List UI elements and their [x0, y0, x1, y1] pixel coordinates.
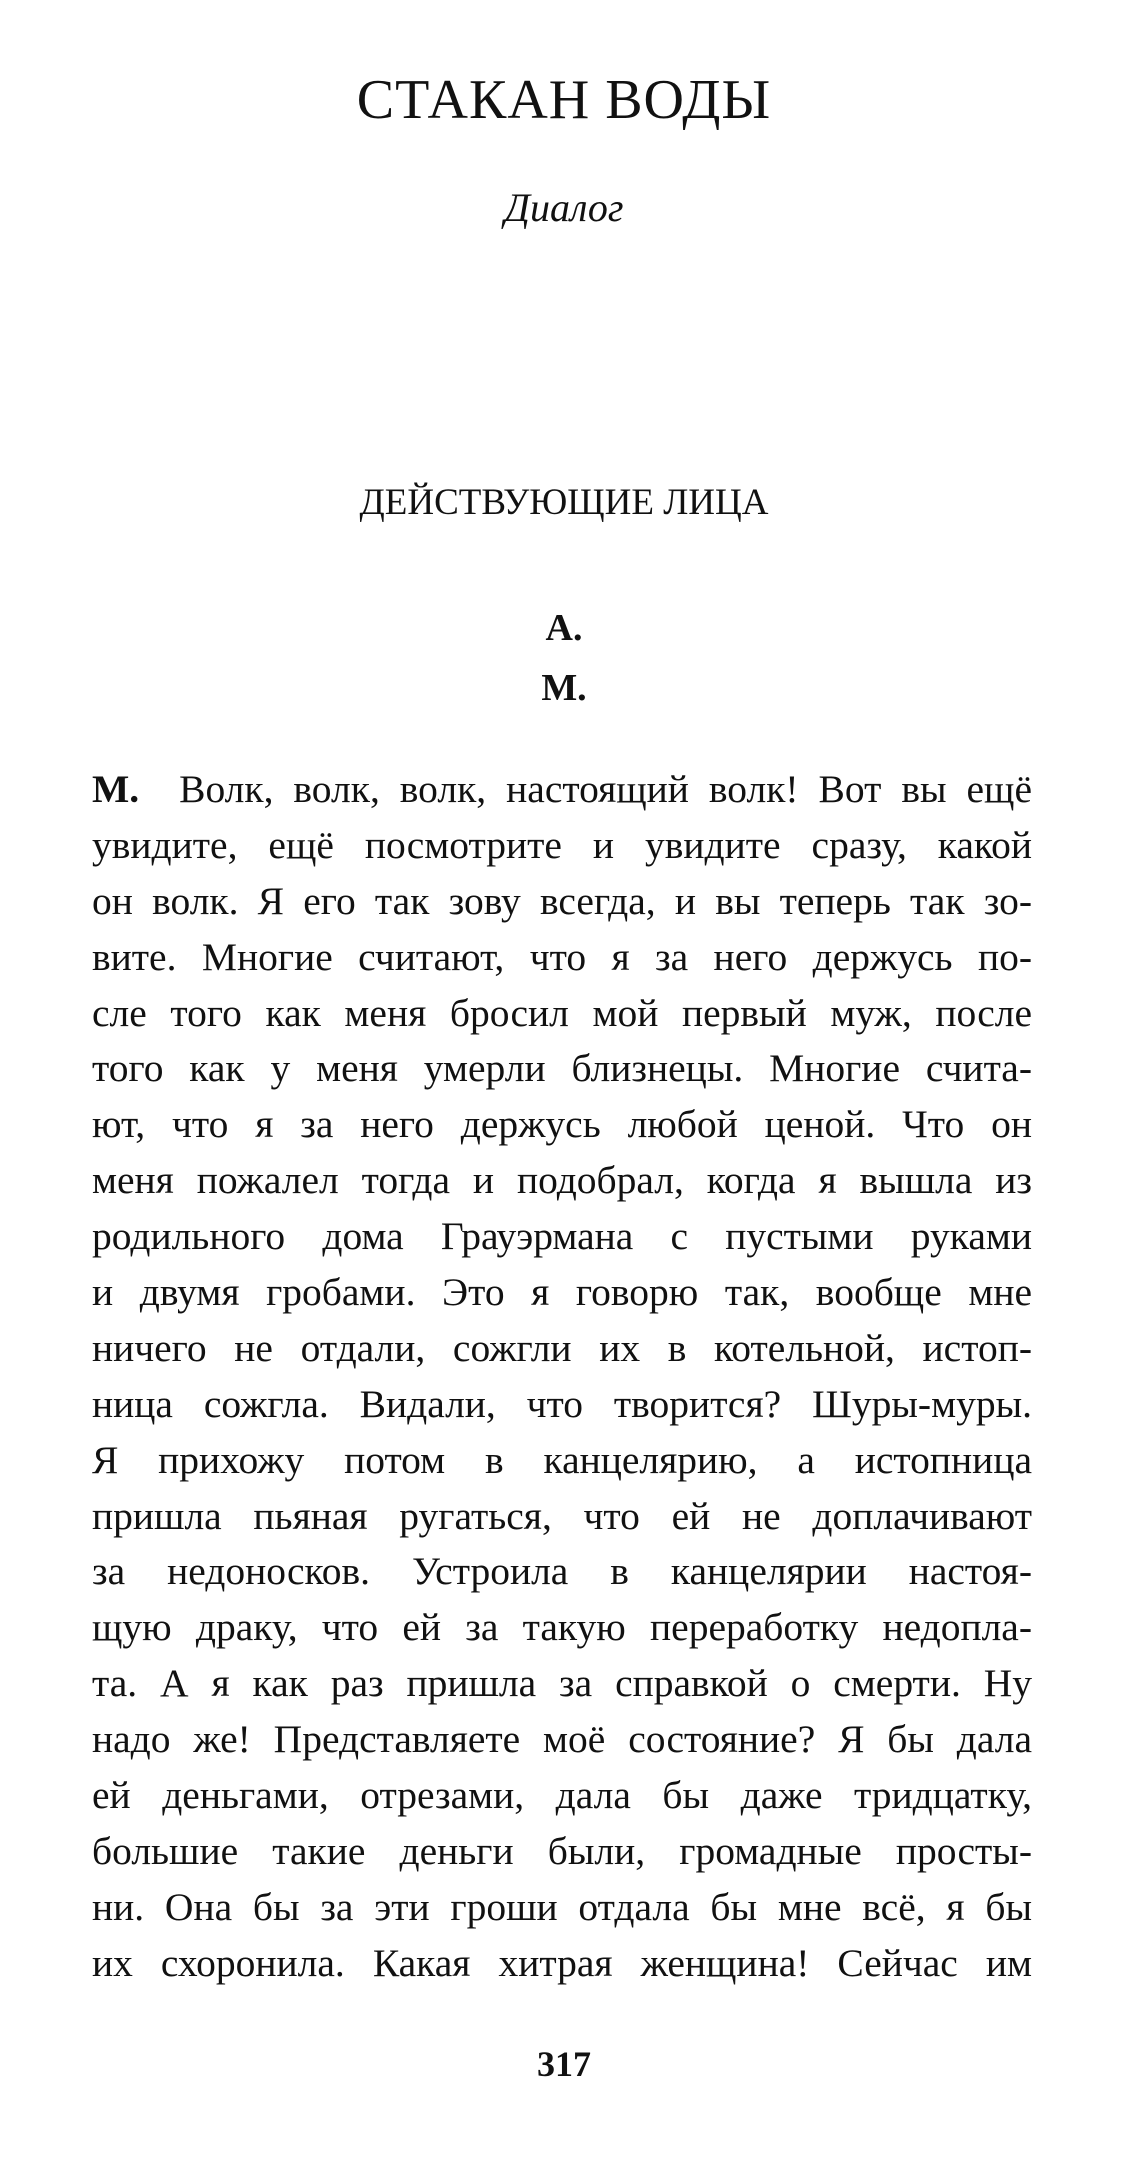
dialogue-paragraph — [92, 762, 1032, 1992]
speaker-label: М. — [92, 767, 140, 811]
text-line — [92, 762, 1032, 818]
text-line: та. А я как раз пришла за справкой о смерти. Ну — [92, 1661, 1032, 1706]
text-line: и двумя гробами. Это я говорю так, вообще мне — [92, 1270, 1032, 1315]
play-subtitle: Диалог — [504, 185, 624, 230]
cast-character: А. — [545, 607, 583, 649]
text-line: родильного дома Грауэрмана с пустыми руками — [92, 1214, 1032, 1259]
cast-character: М. — [541, 667, 587, 709]
cast-list — [0, 598, 1128, 718]
text-line-content: Волк, волк, волк, настоящий волк! Вот вы ещё — [179, 767, 1032, 811]
text-line: меня пожалел тогда и подобрал, когда я вышла из — [92, 1158, 1032, 1203]
text-line: ничего не отдали, сожгли их в котельной, истоп- — [92, 1325, 1032, 1370]
page-number: 317 — [537, 2044, 591, 2084]
play-title: СТАКАН ВОДЫ — [356, 69, 772, 131]
text-line: Я прихожу потом в канцелярию, а истопница — [92, 1437, 1032, 1482]
cast-heading: ДЕЙСТВУЮЩИЕ ЛИЦА — [359, 482, 769, 523]
text-line: ница сожгла. Видали, что творится? Шуры-муры. — [92, 1381, 1032, 1426]
text-line: их схоронила. Какая хитрая женщина! Сейчас им — [92, 1940, 1032, 1985]
text-line: ют, что я за него держусь любой ценой. Что он — [92, 1102, 1032, 1147]
text-line: ей деньгами, отрезами, дала бы даже тридцатку, — [92, 1773, 1032, 1818]
text-line: надо же! Представляете моё состояние? Я бы дала — [92, 1717, 1032, 1762]
text-line: увидите, ещё посмотрите и увидите сразу, какой — [92, 822, 1032, 867]
text-line: вите. Многие считают, что я за него держусь по- — [92, 934, 1032, 979]
text-line: пришла пьяная ругаться, что ей не доплачивают — [92, 1493, 1032, 1538]
text-line: за недоносков. Устроила в канцелярии настоя- — [92, 1549, 1032, 1594]
text-line: ни. Она бы за эти гроши отдала бы мне всё, я бы — [92, 1884, 1032, 1929]
text-line: большие такие деньги были, громадные просты- — [92, 1828, 1032, 1873]
text-line: щую драку, что ей за такую переработку недопла- — [92, 1605, 1032, 1650]
text-line: сле того как меня бросил мой первый муж, после — [92, 990, 1032, 1035]
text-line: того как у меня умерли близнецы. Многие счита- — [92, 1046, 1032, 1091]
text-line: он волк. Я его так зову всегда, и вы теперь так зо- — [92, 878, 1032, 923]
